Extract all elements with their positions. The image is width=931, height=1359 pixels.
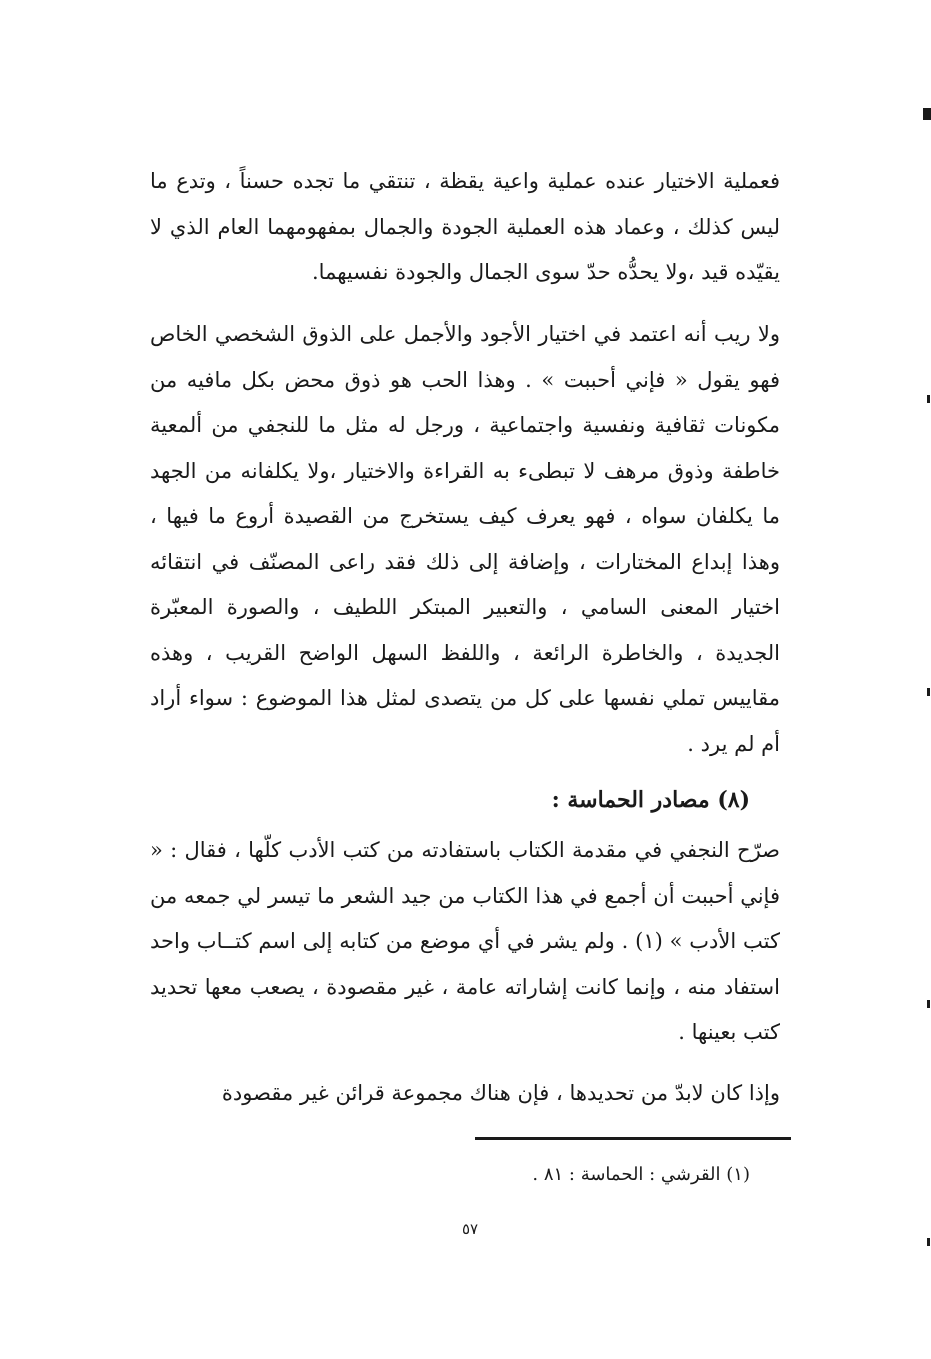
- footnote: (١) القرشي : الحماسة : ٨١ .: [532, 1164, 750, 1185]
- paragraph-4-text: وإذا كان لابدّ من تحديدها ، فإن هناك مجموعة قرائن غير مقصودة: [221, 1081, 780, 1105]
- scan-margin-mark: [927, 688, 930, 696]
- paragraph-1: [150, 159, 780, 296]
- scan-margin-mark: [927, 1000, 930, 1008]
- paragraph-3: [150, 828, 780, 1056]
- scan-margin-mark: [927, 1238, 930, 1246]
- paragraph-2-text: ولا ريب أنه اعتمد في اختيار الأجود والأجمل على الذوق الشخصي الخاص فهو يقول « فإني أحببت » . وهذا الحب هو ذوق محض بكل مافيه من مكونات ثقافية ونفسية واجتماعية ، ورجل له مثل ما للنجفي من ألمعية خاطفة وذوق مرهف لا تبطىء به القراءة والاختيار ،ولا يكلفانه من الجهد ما يكلفان سواه ، فهو يعرف كيف يستخرج من القصيدة أروع ما فيها ، وهذا إبداع المختارات ، وإضافة إلى ذلك فقد راعى المصنّف في انتقائه اختيار المعنى السامي ، والتعبير المبتكر اللطيف ، والصورة المعبّرة الجديدة ، والخاطرة الرائعة ، واللفظ السهل الواضح القريب ، وهذه مقاييس تملي نفسها على كل من يتصدى لمثل هذا الموضوع : سواء أراد أم لم يرد .: [150, 322, 780, 756]
- paragraph-4: [150, 1071, 780, 1117]
- paragraph-2: [150, 312, 780, 767]
- paragraph-1-text: فعملية الاختيار عنده عملية واعية يقظة ، تنتقي ما تجده حسناً ، وتدع ما ليس كذلك ، وعماد هذه العملية الجودة والجمال بمفهومهما العام الذي لا يقيّده قيد ،ولا يحدُّه حدّ سوى الجمال والجودة نفسيهما.: [150, 169, 781, 284]
- paragraph-3-text: صرّح النجفي في مقدمة الكتاب باستفادته من كتب الأدب كلّها ، فقال : « فإني أحببت أن أجمع في هذا الكتاب من جيد الشعر ما تيسر لي جمعه من كتب الأدب » (١) . ولم يشر في أي موضع من كتابه إلى اسم كتــاب واحد استفاد منه ، وإنما كانت إشاراته عامة ، غير مقصودة ، يصعب معها تحديد كتب بعينها .: [150, 838, 780, 1044]
- footnote-divider: [475, 1137, 791, 1140]
- scan-margin-mark: [923, 108, 931, 120]
- page-number: ٥٧: [461, 1220, 479, 1238]
- section-heading: (٨) مصادر الحماسة :: [551, 787, 750, 813]
- scan-margin-mark: [927, 395, 930, 403]
